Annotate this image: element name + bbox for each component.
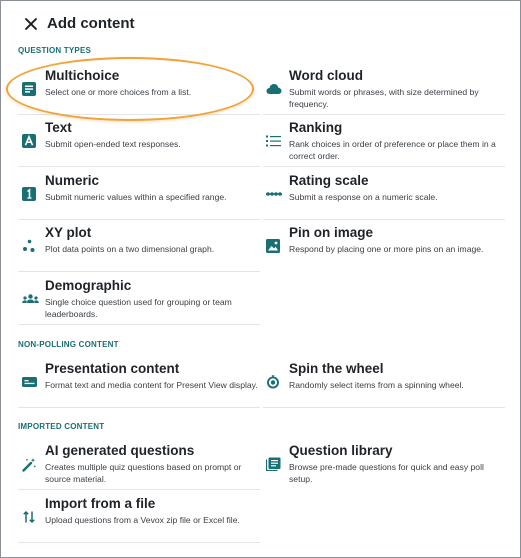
divider: [18, 324, 260, 325]
option-name: Import from a file: [45, 496, 156, 511]
section-label-question-types: QUESTION TYPES: [18, 46, 92, 55]
option-name: Demographic: [45, 278, 132, 293]
option-name: Multichoice: [45, 68, 120, 83]
option-description: Format text and media content for Present View display.: [45, 380, 258, 390]
option-description: Select one or more choices from a list.: [45, 87, 192, 97]
divider: [18, 407, 260, 408]
option-name: AI generated questions: [45, 443, 195, 458]
slide-card-icon: [22, 375, 36, 389]
option-name: Ranking: [289, 120, 343, 135]
letter-a-icon: [22, 134, 36, 148]
ranked-list-icon: [266, 134, 280, 148]
option-description: Creates multiple quiz questions based on prompt or source material.: [45, 462, 242, 484]
option-description: Submit numeric values within a specified range.: [45, 192, 227, 202]
option-name: Pin on image: [289, 225, 374, 240]
option-description: Single choice question used for grouping or team leaderboards.: [45, 297, 232, 319]
image-icon: [266, 239, 280, 253]
option-name: Presentation content: [45, 361, 180, 376]
option-description: Submit open-ended text responses.: [45, 139, 181, 149]
option-description: Submit words or phrases, with size determined by frequency.: [289, 87, 479, 109]
divider: [18, 271, 260, 272]
option-name: Question library: [289, 443, 393, 458]
section-label-imported: IMPORTED CONTENT: [18, 422, 105, 431]
panel-header: [23, 15, 135, 32]
option-name: Word cloud: [289, 68, 363, 83]
wheel-icon: [266, 375, 280, 389]
option-name: Rating scale: [289, 173, 369, 188]
divider: [263, 407, 505, 408]
option-description: Submit a response on a numeric scale.: [289, 192, 438, 202]
people-group-icon: [22, 292, 36, 306]
panel-title: Add content: [47, 15, 135, 32]
divider: [18, 219, 260, 220]
list-square-icon: [22, 82, 36, 96]
option-description: Respond by placing one or more pins on an image.: [289, 244, 484, 254]
scatter-dots-icon: [22, 239, 36, 253]
book-icon: [266, 457, 280, 471]
option-name: Text: [45, 120, 72, 135]
divider: [263, 166, 505, 167]
option-description: Randomly select items from a spinning wheel.: [289, 380, 464, 390]
option-description: Browse pre-made questions for quick and easy poll setup.: [289, 462, 484, 484]
divider: [263, 219, 505, 220]
divider: [18, 489, 260, 490]
section-label-non-polling: NON-POLLING CONTENT: [18, 340, 119, 349]
import-arrows-icon: [22, 510, 36, 524]
number-one-icon: [22, 187, 36, 201]
divider: [18, 166, 260, 167]
option-name: XY plot: [45, 225, 92, 240]
option-description: Plot data points on a two dimensional graph.: [45, 244, 215, 254]
magic-wand-icon: [22, 457, 36, 471]
option-description: Upload questions from a Vevox zip file or Excel file.: [45, 515, 240, 525]
option-name: Spin the wheel: [289, 361, 384, 376]
divider: [18, 542, 260, 543]
option-name: Numeric: [45, 173, 100, 188]
cloud-icon: [266, 82, 280, 96]
scale-dots-icon: [266, 187, 280, 201]
divider: [18, 114, 260, 115]
close-icon[interactable]: [23, 16, 39, 32]
divider: [263, 114, 505, 115]
option-description: Rank choices in order of preference or place them in a correct order.: [289, 139, 496, 161]
